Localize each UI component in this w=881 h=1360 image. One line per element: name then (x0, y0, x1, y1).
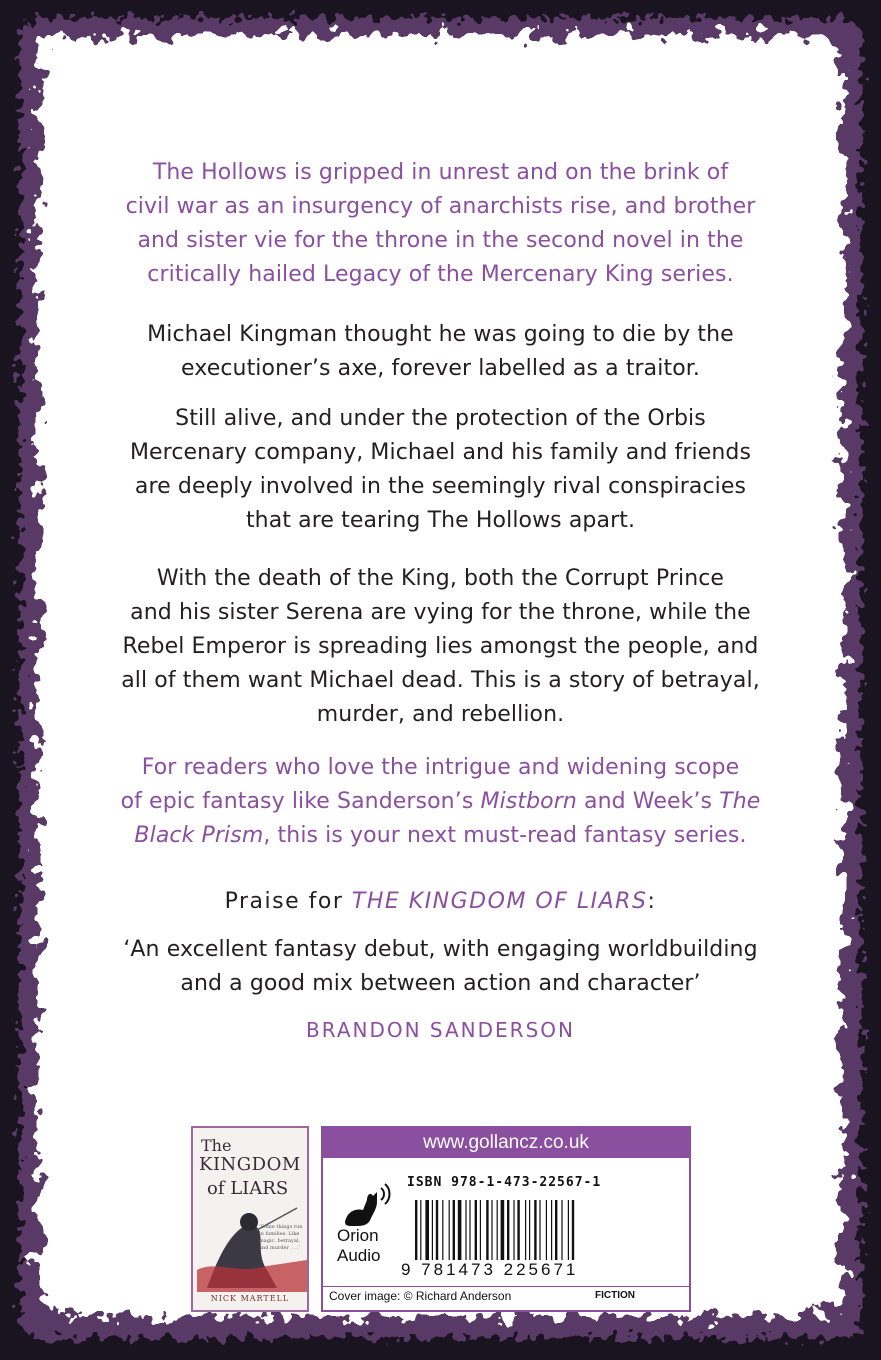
text-line: The Hollows is gripped in unrest and on the brink of (152, 160, 729, 185)
barcode-bar (442, 1200, 443, 1260)
text-line: and sister vie for the throne in the second novel in the (137, 228, 744, 253)
praise-quote (60, 933, 821, 1001)
barcode-bar (497, 1200, 498, 1260)
text-line: Still alive, and under the protection of the Orbis (175, 406, 706, 431)
paragraph-2 (60, 318, 821, 386)
text-line (60, 819, 821, 853)
text-line: and a good mix between action and character’ (180, 971, 701, 996)
barcode-bar (420, 1200, 421, 1260)
barcode-bar (525, 1200, 526, 1260)
cover-title-of-liars: of LIARS (207, 1178, 289, 1199)
isbn-number: ISBN 978-1-473-22567-1 (407, 1175, 602, 1190)
text-line: Michael Kingman thought he was going to die by the (147, 322, 734, 347)
barcode-bar (572, 1200, 574, 1260)
barcode-bar (507, 1200, 509, 1260)
barcode-icon (415, 1200, 585, 1260)
barcode-bar (432, 1200, 433, 1260)
orion-audio-logo-text (337, 1226, 380, 1266)
cover-title-the: The (201, 1136, 232, 1155)
text-line: critically hailed Legacy of the Mercenary King series. (147, 262, 734, 287)
barcode-bar (491, 1200, 492, 1260)
text-line: murder, and rebellion. (316, 702, 565, 727)
barcode-bar (513, 1200, 514, 1260)
quote-attribution: BRANDON SANDERSON (306, 1018, 575, 1042)
paragraph-4 (60, 562, 821, 732)
cover-author: NICK MARTELL (210, 1294, 290, 1303)
text-run: and Week’s (576, 789, 720, 814)
text-line: With the death of the King, both the Corrupt Prince (156, 566, 725, 591)
intro-paragraph (60, 156, 821, 292)
text-run: Praise for (224, 889, 352, 914)
logo-line: Audio (337, 1246, 381, 1265)
barcode-bar (486, 1200, 488, 1260)
barcode-bar (436, 1200, 438, 1260)
text-line: Rebel Emperor is spreading lies amongst the people, and (122, 634, 759, 659)
barcode-bar (517, 1200, 519, 1260)
text-line (60, 785, 821, 819)
text-line: For readers who love the intrigue and widening scope (141, 755, 740, 780)
text-line: and his sister Serena are vying for the throne, while the (130, 600, 751, 625)
text-line: that are tearing The Hollows apart. (245, 508, 636, 533)
book-title-italic: Black Prism (134, 823, 264, 848)
text-line: civil war as an insurgency of anarchists rise, and brother (125, 194, 756, 219)
praise-heading (60, 885, 821, 919)
barcode-bar (469, 1200, 470, 1260)
barcode-bar (480, 1200, 481, 1260)
barcode-bar (568, 1200, 569, 1260)
paragraph-3 (60, 402, 821, 538)
barcode-bar (415, 1200, 417, 1260)
publisher-info-box (321, 1126, 691, 1312)
barcode-bar (529, 1200, 530, 1260)
barcode-bar (546, 1200, 547, 1260)
barcode-bar (458, 1200, 462, 1260)
barcode-bar (534, 1200, 536, 1260)
divider (323, 1286, 689, 1287)
barcode-bar (501, 1200, 505, 1260)
text-line: executioner’s axe, forever labelled as a traitor. (181, 356, 700, 381)
cover-tagline: ‘Some things run in families. Like magic, betrayal, and murder . . .’ (259, 1224, 303, 1251)
text-run: , this is your next must-read fantasy series. (263, 823, 747, 848)
cover-title-kingdom: KINGDOM (199, 1154, 301, 1175)
barcode-bar (539, 1200, 540, 1260)
barcode-bar (561, 1200, 562, 1260)
book-title-italic: Mistborn (480, 789, 577, 814)
barcode-digits: 9 781473 225671 (401, 1260, 579, 1279)
cover-image-credit: Cover image: © Richard Anderson (329, 1289, 512, 1303)
text-line: ‘An excellent fantasy debut, with engaging worldbuilding (123, 937, 758, 962)
barcode-bar (425, 1200, 429, 1260)
praise-book-title: THE KINGDOM OF LIARS (351, 889, 648, 914)
publisher-url: www.gollancz.co.uk (323, 1128, 689, 1158)
barcode-bar (555, 1200, 557, 1260)
barcode-bar (453, 1200, 455, 1260)
text-run: : (647, 889, 657, 914)
text-line: all of them want Michael dead. This is a story of betrayal, (121, 668, 760, 693)
barcode-bar (449, 1200, 450, 1260)
text-run: of epic fantasy like Sanderson’s (120, 789, 481, 814)
mini-book-cover (191, 1126, 309, 1312)
barcode-bar (465, 1200, 466, 1260)
category-label: FICTION (595, 1290, 635, 1301)
logo-line: Orion (337, 1226, 379, 1245)
barcode-bar (551, 1200, 552, 1260)
comparison-paragraph (60, 751, 821, 853)
barcode-bar (475, 1200, 477, 1260)
book-title-italic: The (719, 789, 761, 814)
text-line: Mercenary company, Michael and his family and friends (129, 440, 752, 465)
text-line: are deeply involved in the seemingly rival conspiracies (134, 474, 747, 499)
